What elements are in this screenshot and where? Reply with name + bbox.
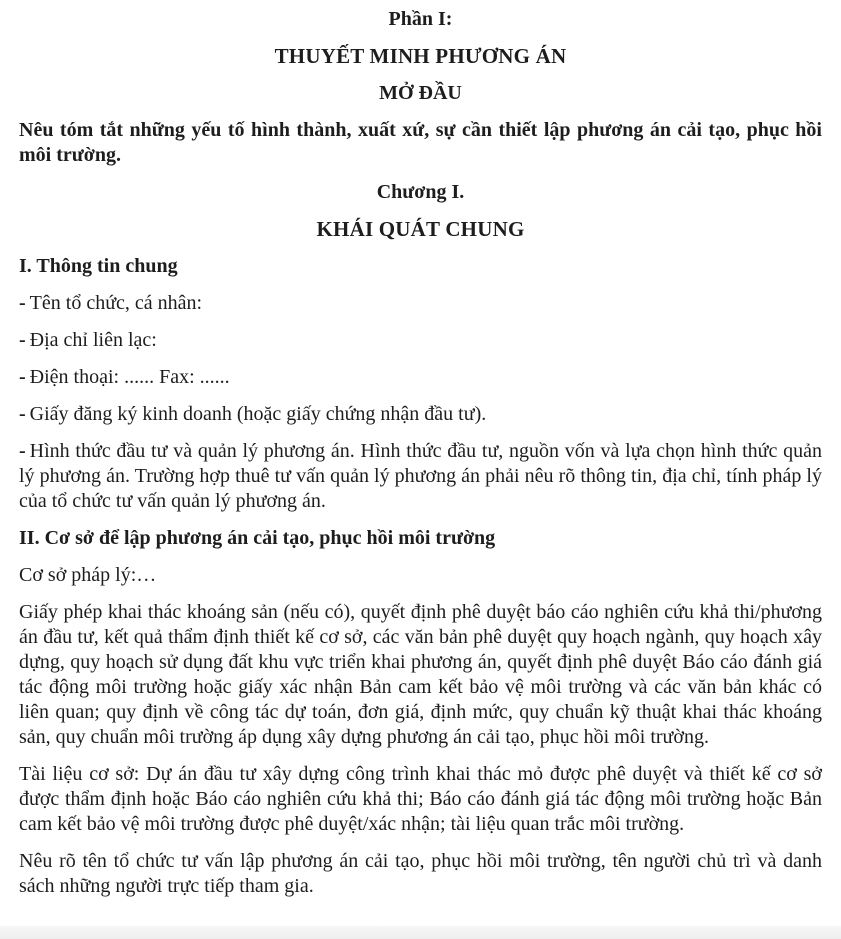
- mo-dau-heading: MỞ ĐẦU: [379, 82, 462, 104]
- list-item-text: Hình thức đầu tư và quản lý phương án. Hình thức đầu tư, nguồn vốn và lựa chọn hình thức quản lý phương án. Trường hợp thuê tư vấn quản lý phương án phải nêu rõ thông tin, địa chỉ, tính pháp lý của tổ chức tư vấn quản lý phương án.: [19, 440, 822, 512]
- chapter-heading: Chương I.: [376, 181, 465, 203]
- chapter-title: KHÁI QUÁT CHUNG: [316, 217, 525, 241]
- list-item-giay-dang-ky: [19, 402, 822, 427]
- list-dash: -: [19, 329, 26, 351]
- list-item-ten-to-chuc: [19, 291, 822, 316]
- intro-paragraph: Nêu tóm tắt những yếu tố hình thành, xuất xứ, sự cần thiết lập phương án cải tạo, phục hồi môi trường.: [19, 119, 822, 166]
- paragraph-neu-ro: Nêu rõ tên tổ chức tư vấn lập phương án cải tạo, phục hồi môi trường, tên người chủ trì và danh sách những người trực tiếp tham gia.: [19, 850, 822, 897]
- list-item-dien-thoai: [19, 365, 822, 390]
- list-dash: -: [19, 366, 26, 388]
- paragraph-giay-phep: Giấy phép khai thác khoáng sản (nếu có), quyết định phê duyệt báo cáo nghiên cứu khả thi/phương án đầu tư, kết quả thẩm định thiết kế cơ sở, các văn bản phê duyệt quy hoạch ngành, quy hoạch xây dựng, quy hoạch sử dụng đất khu vực triển khai phương án, quyết định phê duyệt Báo cáo đánh giá tác động môi trường hoặc giấy xác nhận Bản cam kết bảo vệ môi trường và các văn bản khác có liên quan; quy định về công tác dự toán, đơn giá, định mức, quy chuẩn kỹ thuật khai thác khoáng sản, quy chuẩn môi trường áp dụng xây dựng phương án cải tạo, phục hồi môi trường.: [19, 601, 822, 748]
- list-dash: -: [19, 403, 26, 425]
- part-heading: Phần I:: [388, 8, 453, 30]
- list-item-text: Tên tổ chức, cá nhân:: [29, 292, 203, 314]
- co-so-phap-ly-line: Cơ sở pháp lý:…: [19, 564, 157, 586]
- list-item-text: Giấy đăng ký kinh doanh (hoặc giấy chứng nhận đầu tư).: [29, 403, 487, 425]
- list-dash: -: [19, 440, 26, 462]
- section-2-heading: II. Cơ sở để lập phương án cải tạo, phục hồi môi trường: [19, 527, 496, 549]
- list-dash: -: [19, 292, 26, 314]
- list-item-dia-chi: [19, 328, 822, 353]
- document-title: THUYẾT MINH PHƯƠNG ÁN: [274, 44, 567, 68]
- page-bottom-strip: [0, 926, 841, 939]
- paragraph-tai-lieu: Tài liệu cơ sở: Dự án đầu tư xây dựng công trình khai thác mỏ được phê duyệt và thiết kế cơ sở được thẩm định hoặc Báo cáo nghiên cứu khả thi; Báo cáo đánh giá tác động môi trường hoặc Bản cam kết bảo vệ môi trường được phê duyệt/xác nhận; tài liệu quan trắc môi trường.: [19, 763, 822, 835]
- list-item-text: Điện thoại: ...... Fax: ......: [29, 366, 230, 388]
- list-item-hinh-thuc: [19, 439, 822, 514]
- section-1-heading: I. Thông tin chung: [19, 255, 178, 277]
- list-item-text: Địa chỉ liên lạc:: [29, 329, 157, 351]
